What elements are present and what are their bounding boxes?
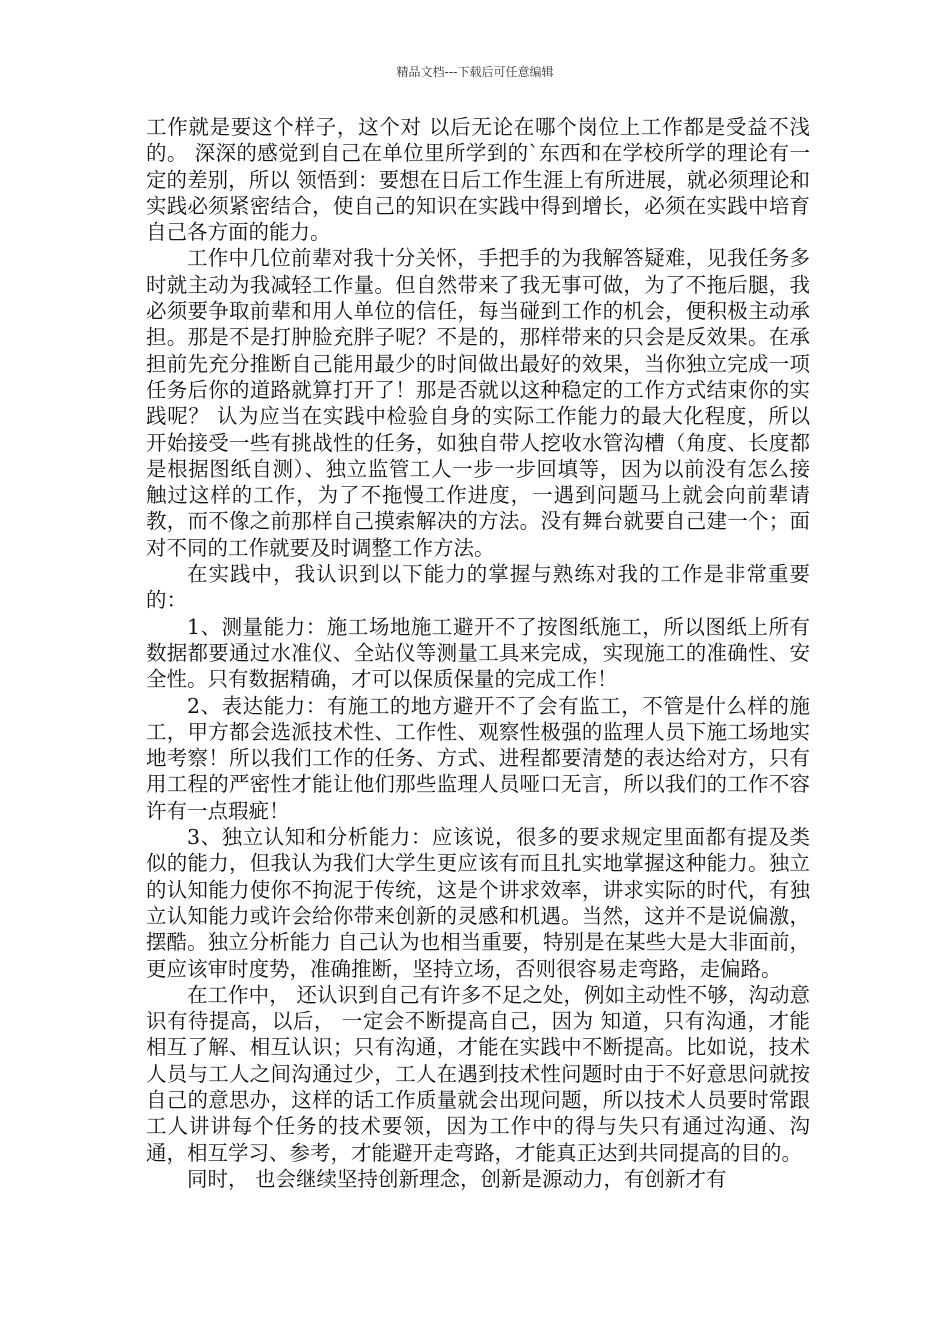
list-item-analysis: 3、独立认知和分析能力：应该说，很多的要求规定里面都有提及类似的能力，但我认为我们大学生更应该有而且扎实地掌握这种能力。独立的认知能力使你不拘泥于传统，这是个讲求效率，讲求实际的时代，有独立认知能力或许会给你带来创新的灵感和机遇。当然，这并不是说偏激，摆酷。独立分析能力 自己认为也相当重要，特别是在某些大是大非面前，更应该审时度势，准确推断，坚持立场，否则很容易走弯路，走偏路。 (146, 825, 810, 981)
paragraph: 工作就是要这个样子，这个对 以后无论在哪个岗位上工作都是受益不浅的。 深深的感觉到自己在单位里所学到的`东西和在学校所学的理论有一定的差别，所以 领悟到：要想在日后工作生涯上有所进展，就必须理论和实践必须紧密结合，使自己的知识在实践中得到增长，必须在实践中培育自己各方面的能力。 (146, 115, 810, 245)
paragraph: 工作中几位前辈对我十分关怀，手把手的为我解答疑难，见我任务多时就主动为我减轻工作量。但自然带来了我无事可做，为了不拖后腿，我必须要争取前辈和用人单位的信任，每当碰到工作的机会，便积极主动承担。那是不是打肿脸充胖子呢？不是的，那样带来的只会是反效果。在承担前先充分推断自己能用最少的时间做出最好的效果，当你独立完成一项任务后你的道路就算打开了！那是否就以这种稳定的工作方式结束你的实践呢？ 认为应当在实践中检验自身的实际工作能力的最大化程度，所以 开始接受一些有挑战性的任务，如独自带人挖收水管沟槽（角度、长度都是根据图纸自测）、独立监管工人一步一步回填等，因为以前没有怎么接触过这样的工作，为了不拖慢工作进度，一遇到问题马上就会向前辈请教，而不像之前那样自己摸索解决的方法。没有舞台就要自己建一个；面对不同的工作就要及时调整工作方法。 (146, 246, 817, 560)
document-body (146, 114, 817, 1192)
list-item-expression: 2、表达能力：有施工的地方避开不了会有监工，不管是什么样的施工，甲方都会选派技术性、工作性、观察性极强的监理人员下施工场地实地考察！所以我们工作的任务、方式、进程都要清楚的表达给对方，只有用工程的严密性才能让他们那些监理人员哑口无言，所以我们的工作不容许有一点瑕疵！ (146, 693, 810, 823)
paragraph: 在工作中， 还认识到自己有许多不足之处，例如主动性不够，沟动意识有待提高，以后， 一定会不断提高自己，因为 知道，只有沟通，才能相互了解、相互认识；只有沟通，才能在实践中不断提高。比如说，技术人员与工人之间沟通过少，工人在遇到技术性问题时由于不好意思问就按自己的意思办，这样的话工作质量就会出现问题，所以技术人员要时常跟工人讲讲每个任务的技术要领，因为工作中的得与失只有通过沟通、沟通，相互学习、参考，才能避开走弯路，才能真正达到共同提高的目的。 (146, 982, 810, 1165)
list-item-measurement: 1、测量能力：施工场地施工避开不了按图纸施工，所以图纸上所有数据都要通过水准仪、全站仪等测量工具来完成，实现施工的准确性、安全性。只有数据精确，才可以保质保量的完成工作！ (146, 614, 810, 692)
paragraph: 同时， 也会继续坚持创新理念，创新是源动力，有创新才有 (187, 1166, 727, 1191)
paragraph: 在实践中，我认识到以下能力的掌握与熟练对我的工作是非常重要的： (146, 562, 810, 613)
page-header: 精品文档---下载后可任意编辑 (396, 65, 554, 79)
